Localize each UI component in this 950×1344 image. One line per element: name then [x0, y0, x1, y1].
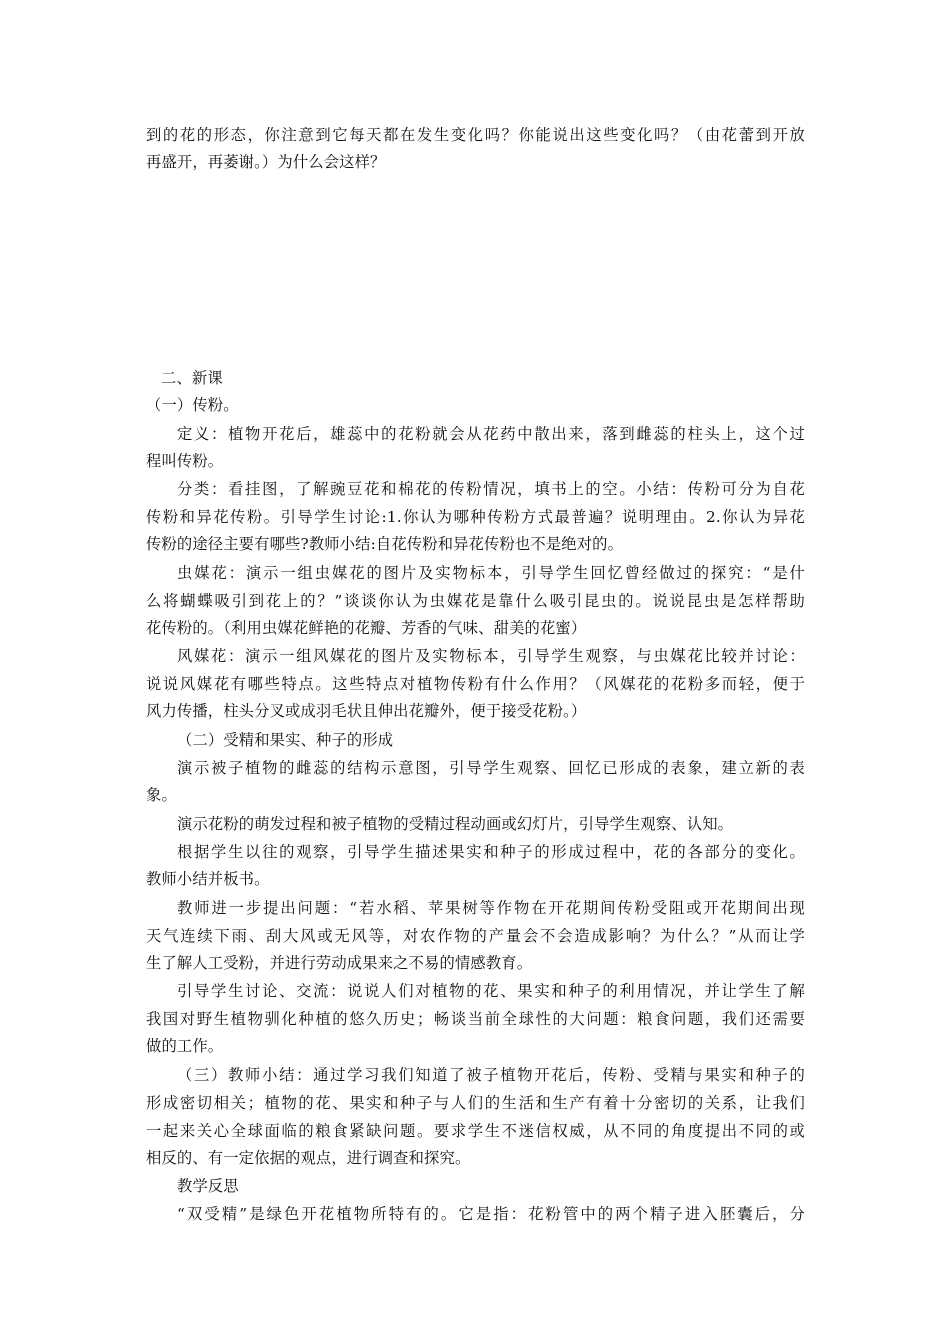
paragraph-line: 定义：植物开花后，雄蕊中的花粉就会从花药中散出来，落到雌蕊的柱头上，这个过 [177, 425, 805, 443]
paragraph-line: 根据学生以往的观察，引导学生描述果实和种子的形成过程中，花的各部分的变化。 [177, 843, 805, 861]
section-heading: 二、新课 [161, 369, 223, 387]
paragraph-line: 做的工作。 [146, 1037, 224, 1055]
paragraph-line: 我国对野生植物驯化种植的悠久历史；畅谈当前全球性的大问题：粮食问题，我们还需要 [146, 1010, 805, 1028]
intro-line: 到的花的形态，你注意到它每天都在发生变化吗？你能说出这些变化吗？（由花蕾到开放 [146, 126, 805, 144]
paragraph-line: 花传粉的。（利用虫媒花鲜艳的花瓣、芳香的气味、甜美的花蜜） [146, 619, 587, 637]
paragraph-line: 虫媒花：演示一组虫媒花的图片及实物标本，引导学生回忆曾经做过的探究：“是什 [177, 564, 805, 582]
paragraph-line: 风媒花：演示一组风媒花的图片及实物标本，引导学生观察，与虫媒花比较并讨论： [177, 647, 805, 665]
paragraph-line: 教师小结并板书。 [146, 870, 270, 888]
paragraph-line: 引导学生讨论、交流：说说人们对植物的花、果实和种子的利用情况，并让学生了解 [177, 982, 805, 1000]
paragraph-line: 风力传播，柱头分叉或成羽毛状且伸出花瓣外，便于接受花粉。） [146, 702, 587, 720]
paragraph-line: （三）教师小结：通过学习我们知道了被子植物开花后，传粉、受精与果实和种子的 [177, 1066, 805, 1084]
paragraph-line: 么将蝴蝶吸引到花上的？”谈谈你认为虫媒花是靠什么吸引昆虫的。说说昆虫是怎样帮助 [146, 592, 805, 610]
intro-line: 再盛开，再萎谢。）为什么会这样？ [146, 153, 386, 171]
paragraph-line: 演示被子植物的雌蕊的结构示意图，引导学生观察、回忆已形成的表象，建立新的表 [177, 759, 805, 777]
paragraph-line: 相反的、有一定依据的观点，进行调查和探究。 [146, 1149, 471, 1167]
subsection-heading: （一）传粉。 [146, 396, 239, 414]
paragraph-line: 程叫传粉。 [146, 452, 224, 470]
paragraph-line: 传粉的途径主要有哪些?教师小结:自花传粉和异花传粉也不是绝对的。 [146, 535, 624, 553]
paragraph-line: 教师进一步提出问题：“若水稻、苹果树等作物在开花期间传粉受阻或开花期间出现 [177, 899, 805, 917]
paragraph-line: 说说风媒花有哪些特点。这些特点对植物传粉有什么作用？（风媒花的花粉多而轻，便于 [146, 675, 805, 693]
paragraph-line: 一起来关心全球面临的粮食紧缺问题。要求学生不迷信权威，从不同的角度提出不同的或 [146, 1122, 805, 1140]
paragraph-line: 分类：看挂图，了解豌豆花和棉花的传粉情况，填书上的空。小结：传粉可分为自花 [177, 480, 805, 498]
paragraph-line: 生了解人工受粉，并进行劳动成果来之不易的情感教育。 [146, 954, 533, 972]
subsection-heading: （二）受精和果实、种子的形成 [177, 731, 394, 749]
paragraph-line: “双受精”是绿色开花植物所特有的。它是指：花粉管中的两个精子进入胚囊后，分 [177, 1205, 805, 1223]
paragraph-line: 传粉和异花传粉。引导学生讨论:1.你认为哪种传粉方式最普遍？说明理由。2.你认为异花 [146, 508, 805, 526]
paragraph-line: 天气连续下雨、刮大风或无风等，对农作物的产量会不会造成影响？为什么？”从而让学 [146, 927, 805, 945]
paragraph-line: 象。 [146, 786, 177, 804]
paragraph-line: 演示花粉的萌发过程和被子植物的受精过程动画或幻灯片，引导学生观察、认知。 [177, 815, 734, 833]
paragraph-line: 形成密切相关；植物的花、果实和种子与人们的生活和生产有着十分密切的关系，让我们 [146, 1094, 805, 1112]
reflection-heading: 教学反思 [177, 1177, 239, 1195]
